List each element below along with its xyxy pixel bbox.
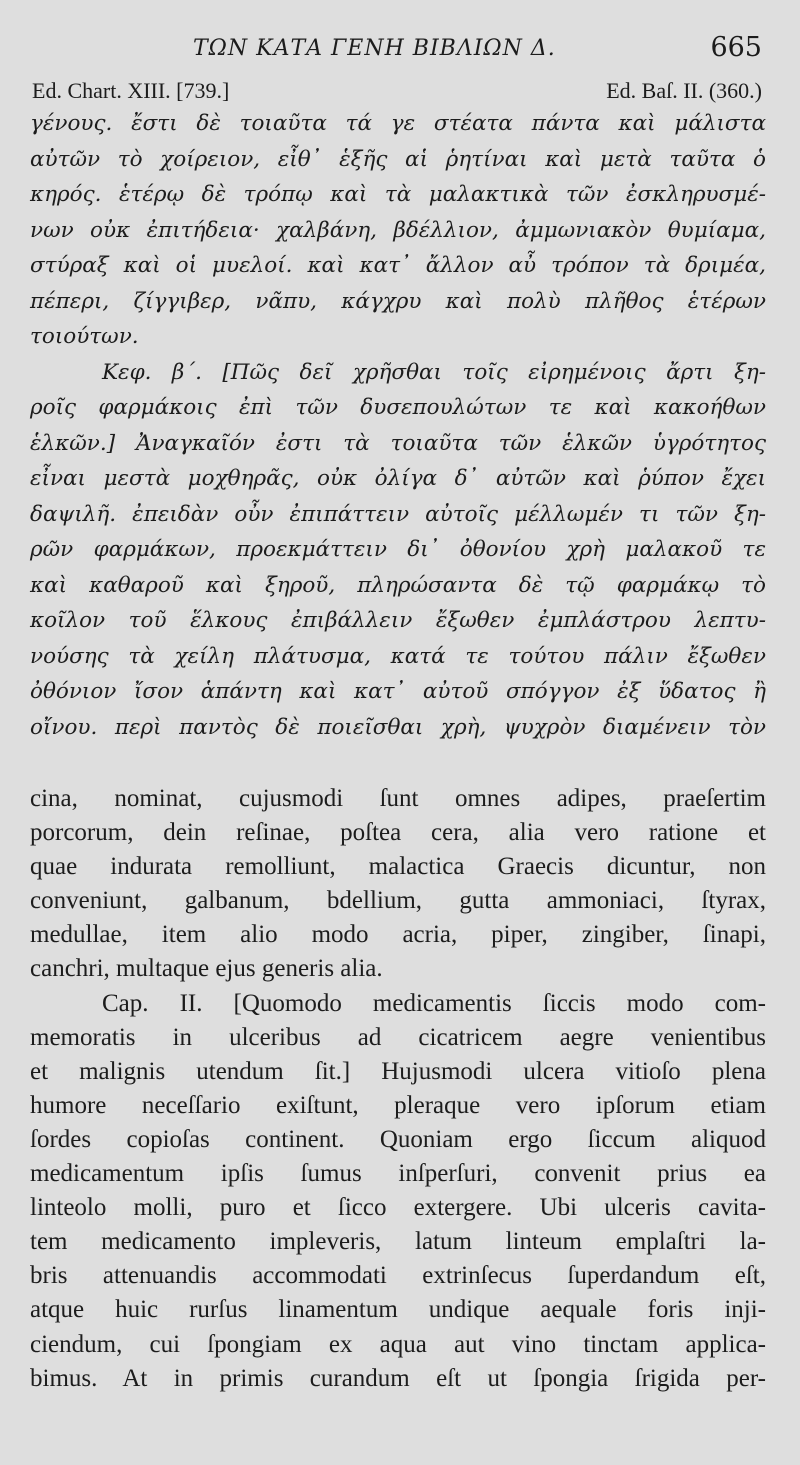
latin-line: tem medicamento impleveris, latum linteum emplaſtri la- <box>30 1228 766 1256</box>
edition-references <box>32 78 762 108</box>
latin-line: bimus. At in primis curandum eſt ut ſpongia ſrigida per- <box>30 1364 766 1392</box>
greek-text-block <box>30 106 766 745</box>
page-number: 665 <box>710 32 762 63</box>
latin-line: ciendum, cui ſpongiam ex aqua aut vino tinctam applica- <box>30 1330 766 1358</box>
latin-chapter-heading-line: Cap. II. [Quomodo medicamentis ſiccis modo com- <box>102 989 766 1017</box>
greek-line: ἑλκῶν.] Ἀναγκαῖόν ἐστι τὰ τοιαῦτα τῶν ἑλκῶν ὑγρότητος <box>30 430 766 456</box>
greek-line: τοιούτων. <box>30 324 139 349</box>
latin-line: linteolo molli, puro et ſicco extergere. Ubi ulceris cavita- <box>30 1194 766 1222</box>
greek-line: ρῶν φαρμάκων, προεκμάττειν δι᾽ ὀθονίου χρὴ μαλακοῦ τε <box>30 537 766 562</box>
greek-line: κοῖλον τοῦ ἕλκους ἐπιβάλλειν ἔξωθεν ἐμπλάστρου λεπτυ- <box>30 608 766 633</box>
edition-chart-reference: Ed. Chart. XIII. [739.] <box>32 78 230 103</box>
greek-line: δαψιλῆ. ἐπειδὰν οὖν ἐπιπάττειν αὐτοῖς μέλλωμέν τι τῶν ξη- <box>30 501 766 527</box>
greek-line: στύραξ καὶ οἱ μυελοί. καὶ κατ᾽ ἄλλον αὖ τρόπον τὰ δριμέα, <box>30 253 766 278</box>
greek-line: κηρός. ἑτέρῳ δὲ τρόπῳ καὶ τὰ μαλακτικὰ τῶν ἐσκληρυσμέ- <box>30 182 766 207</box>
latin-text-block <box>30 782 766 1396</box>
latin-line: et malignis utendum ſit.] Hujusmodi ulcera vitioſo plena <box>30 1057 766 1085</box>
latin-line: memoratis in ulceribus ad cicatricem aegre venientibus <box>30 1023 766 1051</box>
greek-line: εἶναι μεστὰ μοχθηρᾶς, οὐκ ὀλίγα δ᾽ αὐτῶν καὶ ῥύπον ἔχει <box>30 466 766 491</box>
latin-line: bris attenuandis accommodati extrinſecus ſuperdandum eſt, <box>30 1262 766 1290</box>
greek-line: νων οὐκ ἐπιτήδεια· χαλβάνη, βδέλλιον, ἀμμωνιακὸν θυμίαμα, <box>30 217 766 243</box>
greek-line: γένους. ἔστι δὲ τοιαῦτα τά γε στέατα πάντα καὶ μάλιστα <box>30 111 766 136</box>
greek-chapter-heading-line: Κεφ. β΄. [Πῶς δεῖ χρῆσθαι τοῖς εἰρημένοις ἄρτι ξη- <box>102 359 766 385</box>
latin-line: ſordes copioſas continent. Quoniam ergo ſiccum aliquod <box>30 1125 766 1153</box>
latin-line: cina, nominat, cujusmodi ſunt omnes adipes, praeſertim <box>30 785 766 812</box>
greek-line: καὶ καθαροῦ καὶ ξηροῦ, πληρώσαντα δὲ τῷ φαρμάκῳ τὸ <box>30 572 766 598</box>
latin-line: atque huic rurſus linamentum undique aequale foris inji- <box>30 1296 766 1324</box>
page-header <box>28 30 770 70</box>
greek-line: νούσης τὰ χείλη πλάτυσμα, κατά τε τούτου πάλιν ἔξωθεν <box>30 643 766 669</box>
greek-line: ροῖς φαρμάκοις ἐπὶ τῶν δυσεπουλώτων τε καὶ κακοήθων <box>30 395 766 420</box>
latin-line: medicamentum ipſis ſumus inſperſuri, convenit prius ea <box>30 1160 766 1188</box>
latin-line: canchri, multaque ejus generis alia. <box>30 955 383 983</box>
latin-line: porcorum, dein reſinae, poſtea cera, alia vero ratione et <box>30 819 766 847</box>
latin-line: humore neceſſario exiſtunt, pleraque vero ipſorum etiam <box>30 1091 766 1119</box>
latin-line: medullae, item alio modo acria, piper, zingiber, ſinapi, <box>30 921 766 949</box>
greek-line: ὀθόνιον ἴσον ἁπάντη καὶ κατ᾽ αὐτοῦ σπόγγον ἐξ ὕδατος ἢ <box>30 679 766 704</box>
edition-basel-reference: Ed. Baſ. II. (360.) <box>606 78 762 103</box>
greek-line: πέπερι, ζίγγιβερ, νᾶπυ, κάγχρυ καὶ πολὺ πλῆθος ἑτέρων <box>30 288 766 314</box>
latin-line: conveniunt, galbanum, bdellium, gutta ammoniaci, ſtyrax, <box>30 887 766 915</box>
latin-line: quae indurata remolliunt, malactica Graecis dicuntur, non <box>30 853 766 881</box>
greek-line: αὐτῶν τὸ χοίρειον, εἶθ᾽ ἑξῆς αἱ ῥητίναι καὶ μετὰ ταῦτα ὁ <box>30 146 766 172</box>
running-title: ΤΩΝ ΚΑΤΑ ΓΕΝΗ ΒΙΒΛΙΩΝ Δ. <box>193 36 556 61</box>
greek-line: οἴνου. περὶ παντὸς δὲ ποιεῖσθαι χρὴ, ψυχρὸν διαμένειν τὸν <box>30 714 766 740</box>
